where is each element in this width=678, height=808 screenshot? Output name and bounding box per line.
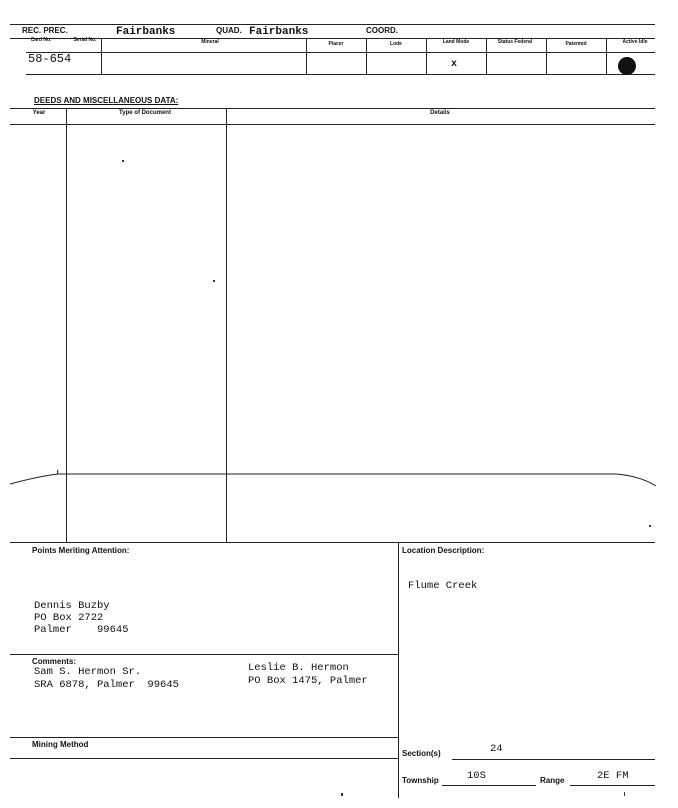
coord-label: COORD.: [366, 26, 398, 35]
col-year: Year: [32, 110, 46, 116]
col-type-of-document: Type of Document: [119, 110, 171, 116]
col-status-federal: Status Federal: [497, 39, 533, 45]
col-serial-no: Serial No.: [73, 37, 97, 43]
quad-value: Fairbanks: [249, 26, 309, 38]
township-label: Township: [402, 776, 439, 785]
comment-right-line-1: Leslie B. Hermon: [248, 662, 349, 674]
range-value: 2E FM: [597, 770, 629, 782]
speck: [213, 280, 215, 282]
col-card-no: Card No.: [30, 37, 52, 43]
speck: [341, 793, 343, 796]
location-value: Flume Creek: [408, 580, 478, 592]
col-mineral: Mineral: [201, 39, 219, 45]
township-value: 10S: [467, 770, 486, 782]
fold-line: [0, 462, 678, 496]
card-number: 58-654: [28, 52, 72, 66]
comment-right-line-2: PO Box 1475, Palmer: [248, 675, 368, 687]
speck: [624, 792, 625, 796]
col-active-idle: Active Idle: [622, 39, 648, 45]
mining-method-label: Mining Method: [32, 740, 89, 749]
speck: [122, 160, 124, 162]
section-value: 24: [490, 743, 503, 755]
points-line-2: PO Box 2722: [34, 612, 104, 624]
rec-prec-value: Fairbanks: [116, 26, 176, 38]
land-mode-mark: x: [451, 59, 458, 70]
quad-label: QUAD.: [216, 26, 242, 35]
active-indicator-dot: [618, 57, 636, 75]
comment-left-line-1: Sam S. Hermon Sr.: [34, 666, 142, 678]
comment-left-line-2: SRA 6878, Palmer 99645: [34, 679, 179, 691]
comments-label: Comments:: [32, 657, 77, 666]
speck: [649, 525, 651, 527]
range-label: Range: [540, 776, 565, 785]
rec-prec-label: REC. PREC.: [22, 26, 68, 35]
col-land-mode: Land Mode: [442, 39, 470, 45]
col-placer: Placer: [328, 41, 344, 47]
section-label: Section(s): [402, 749, 441, 758]
location-label: Location Description:: [402, 546, 485, 555]
col-details: Details: [430, 110, 450, 116]
col-lode: Lode: [390, 41, 402, 47]
deeds-section-title: DEEDS AND MISCELLANEOUS DATA:: [34, 96, 179, 105]
points-line-1: Dennis Buzby: [34, 600, 110, 612]
points-line-3: Palmer 99645: [34, 624, 129, 636]
col-patented: Patented: [565, 41, 587, 47]
points-label: Points Meriting Attention:: [32, 546, 130, 555]
